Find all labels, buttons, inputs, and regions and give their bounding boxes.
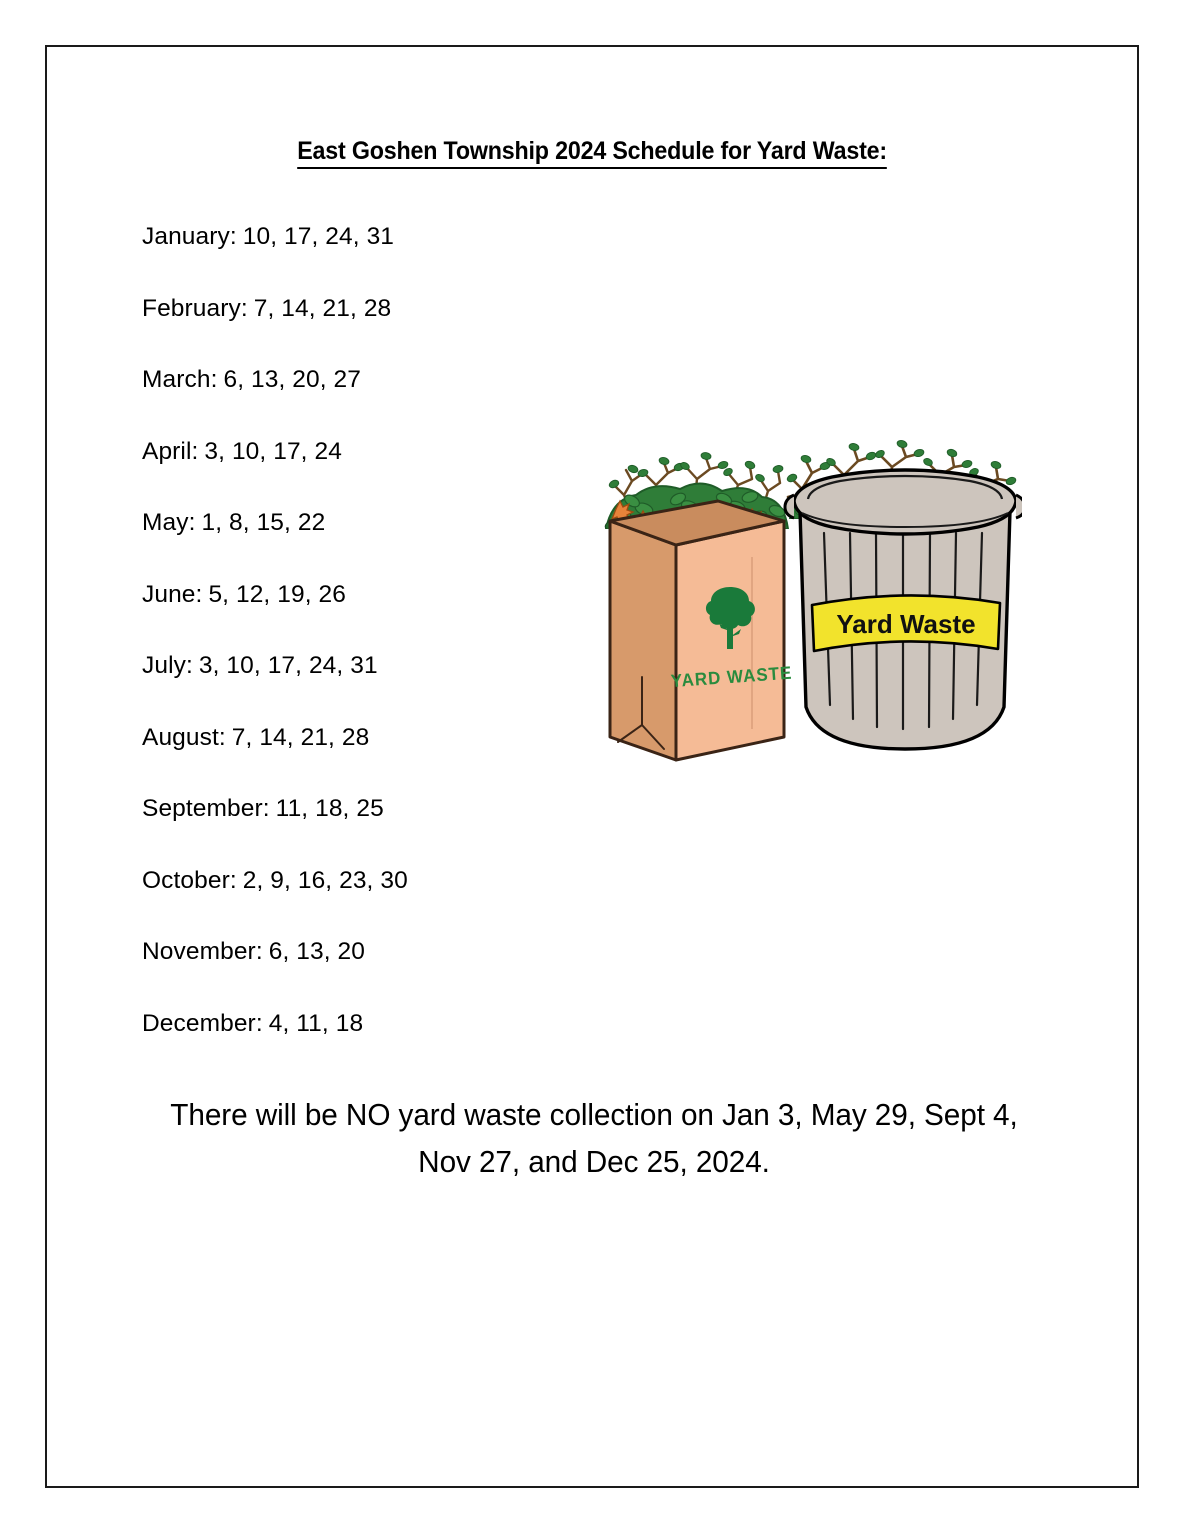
page-content xyxy=(47,47,1137,1486)
no-collection-notice xyxy=(97,1091,1091,1185)
month-label: December: xyxy=(142,1009,263,1037)
bag-logo-text: YARD WASTE xyxy=(670,662,793,692)
can-label-text: Yard Waste xyxy=(836,609,976,639)
month-label: November: xyxy=(142,938,263,965)
month-label: July: xyxy=(142,652,193,679)
schedule-row xyxy=(142,866,662,938)
page-border-frame xyxy=(45,45,1139,1488)
schedule-row xyxy=(142,222,662,294)
schedule-row xyxy=(142,723,662,795)
page-title xyxy=(47,138,1137,169)
yard-waste-trash-can xyxy=(785,470,1022,749)
month-label: September: xyxy=(142,795,270,822)
month-label: February: xyxy=(142,294,248,322)
schedule-row xyxy=(142,794,662,866)
yard-waste-illustration xyxy=(602,437,1022,782)
notice-line-2: Nov 27, and Dec 25, 2024. xyxy=(418,1144,770,1179)
month-dates: 11, 18, 25 xyxy=(275,795,384,822)
month-dates: 5, 12, 19, 26 xyxy=(208,580,346,608)
schedule-row xyxy=(142,580,662,652)
month-dates: 10, 17, 24, 31 xyxy=(242,223,395,250)
month-dates: 4, 11, 18 xyxy=(268,1009,364,1037)
schedule-row xyxy=(142,294,662,366)
month-dates: 1, 8, 15, 22 xyxy=(201,509,326,536)
yard-waste-schedule-list xyxy=(142,222,662,1080)
month-label: June: xyxy=(142,580,203,608)
month-label: October: xyxy=(142,866,237,894)
month-label: April: xyxy=(142,437,199,465)
month-dates: 3, 10, 17, 24 xyxy=(204,437,342,465)
can-label-banner xyxy=(812,595,1000,651)
month-dates: 7, 14, 21, 28 xyxy=(253,294,392,322)
schedule-row xyxy=(142,651,662,723)
notice-line-1: There will be NO yard waste collection on Jan 3, May 29, Sept 4, xyxy=(170,1097,1018,1132)
schedule-row xyxy=(142,437,662,509)
schedule-row xyxy=(142,365,662,437)
month-dates: 7, 14, 21, 28 xyxy=(231,723,370,751)
paper-yard-waste-bag xyxy=(610,501,793,760)
month-dates: 2, 9, 16, 23, 30 xyxy=(242,866,408,894)
month-label: March: xyxy=(142,366,218,393)
schedule-row xyxy=(142,937,662,1009)
schedule-row xyxy=(142,508,662,580)
month-dates: 6, 13, 20 xyxy=(268,938,365,965)
month-dates: 6, 13, 20, 27 xyxy=(223,366,362,393)
month-label: January: xyxy=(142,223,237,250)
schedule-row xyxy=(142,1009,662,1081)
month-label: May: xyxy=(142,509,196,536)
month-dates: 3, 10, 17, 24, 31 xyxy=(198,652,378,679)
month-label: August: xyxy=(142,723,226,751)
page-title-text: East Goshen Township 2024 Schedule for Yard Waste: xyxy=(297,138,887,169)
